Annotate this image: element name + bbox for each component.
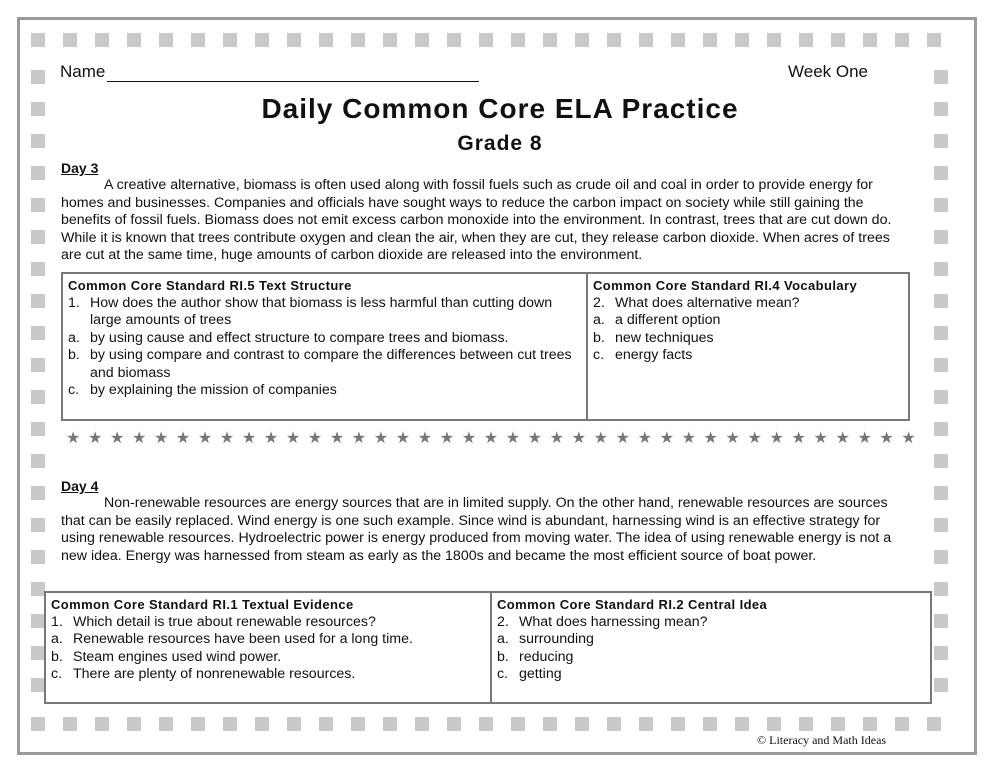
border-square bbox=[799, 717, 813, 731]
border-square bbox=[383, 33, 397, 47]
week-label: Week One bbox=[788, 62, 869, 81]
border-square bbox=[159, 717, 173, 731]
star-icon: ★ bbox=[813, 430, 828, 447]
answer-option-a[interactable]: a. Renewable resources have been used for a long time. bbox=[51, 631, 413, 647]
star-icon: ★ bbox=[285, 430, 301, 447]
day4-right-question bbox=[490, 593, 930, 702]
star-icon: ★ bbox=[153, 430, 169, 447]
border-square bbox=[927, 33, 941, 47]
border-square bbox=[934, 70, 948, 84]
border-square bbox=[351, 717, 365, 731]
question-text: 2. What does alternative mean? bbox=[593, 294, 800, 311]
name-label: Name bbox=[60, 62, 106, 81]
star-icon: ★ bbox=[549, 430, 564, 447]
border-square bbox=[767, 33, 781, 47]
day3-label: Day 3 bbox=[61, 160, 99, 176]
day4-left-question bbox=[46, 593, 490, 702]
star-icon: ★ bbox=[857, 430, 872, 447]
border-square bbox=[95, 717, 109, 731]
day4-passage: Non-renewable resources are energy sources that are in limited supply. On the other hand, renewable resources are sources that can be easily replaced. Wind energy is one such example. Since wind is abundant, harnessing wind is an effective strategy for using renewable resources. Hydroelectric power is energy produced from moving water. The idea of using renewable energy is not a new idea. Energy was harnessed from steam as early as the 1800s and became the most efficient source of boat power. bbox=[61, 495, 892, 564]
answer-option-c[interactable]: c. getting bbox=[497, 666, 562, 682]
border-square bbox=[934, 422, 948, 436]
border-square bbox=[31, 358, 45, 372]
day3-question-box bbox=[61, 272, 910, 421]
star-icon: ★ bbox=[593, 430, 608, 447]
answer-option-c[interactable]: c. energy facts bbox=[593, 347, 693, 363]
border-square bbox=[31, 70, 45, 84]
border-square bbox=[31, 198, 45, 212]
border-square bbox=[934, 326, 948, 340]
grade-label: Grade 8 bbox=[457, 132, 543, 155]
day4-label: Day 4 bbox=[61, 478, 99, 494]
star-icon: ★ bbox=[307, 430, 323, 447]
border-square bbox=[671, 717, 685, 731]
border-square bbox=[447, 33, 461, 47]
answer-option-a[interactable]: a. surrounding bbox=[497, 631, 594, 647]
border-square bbox=[31, 646, 45, 660]
border-square bbox=[735, 717, 749, 731]
day3-right-question bbox=[586, 274, 908, 419]
border-square bbox=[319, 717, 333, 731]
name-blank-line bbox=[107, 64, 479, 82]
question-text: 1. How does the author show that biomass is less harmful than cutting down large amounts of trees bbox=[68, 294, 553, 328]
answer-option-b[interactable]: b. reducing bbox=[497, 648, 574, 665]
border-square bbox=[287, 717, 301, 731]
border-square bbox=[287, 33, 301, 47]
border-square bbox=[191, 717, 205, 731]
star-icon: ★ bbox=[263, 430, 279, 447]
border-square bbox=[895, 33, 909, 47]
border-square bbox=[31, 614, 45, 628]
standard-heading: Common Core Standard RI.2 Central Idea bbox=[497, 597, 768, 612]
border-square bbox=[831, 717, 845, 731]
star-icon: ★ bbox=[66, 430, 81, 447]
question-text: 2. What does harnessing mean? bbox=[497, 613, 708, 630]
border-square bbox=[639, 717, 653, 731]
border-square bbox=[31, 230, 45, 244]
border-square bbox=[863, 717, 877, 731]
border-square bbox=[415, 33, 429, 47]
answer-option-b[interactable]: b. new techniques bbox=[593, 329, 714, 346]
border-square bbox=[863, 33, 877, 47]
star-icon: ★ bbox=[879, 430, 894, 447]
border-square bbox=[479, 717, 493, 731]
border-square bbox=[934, 646, 948, 660]
border-square bbox=[927, 717, 941, 731]
border-square bbox=[415, 717, 429, 731]
standard-heading: Common Core Standard RI.1 Textual Evidence bbox=[51, 597, 354, 612]
star-icon: ★ bbox=[461, 430, 477, 447]
border-square bbox=[934, 294, 948, 308]
border-square bbox=[671, 33, 685, 47]
answer-option-c[interactable]: c. by explaining the mission of companies bbox=[68, 382, 337, 398]
star-icon: ★ bbox=[219, 430, 235, 447]
star-icon: ★ bbox=[769, 430, 784, 447]
border-square bbox=[447, 717, 461, 731]
border-square bbox=[223, 717, 237, 731]
border-square bbox=[351, 33, 365, 47]
answer-option-a[interactable]: a. by using cause and effect structure to compare trees and biomass. bbox=[68, 329, 509, 346]
border-square bbox=[63, 717, 77, 731]
border-square bbox=[703, 717, 717, 731]
answer-option-a[interactable]: a. a different option bbox=[593, 312, 721, 328]
border-square bbox=[31, 454, 45, 468]
border-square bbox=[127, 33, 141, 47]
answer-option-b[interactable]: b. Steam engines used wind power. bbox=[51, 648, 282, 665]
border-square bbox=[31, 326, 45, 340]
standard-heading: Common Core Standard RI.4 Vocabulary bbox=[593, 278, 858, 293]
star-icon: ★ bbox=[109, 430, 125, 447]
answer-option-b[interactable]: b. by using compare and contrast to compare the differences between cut trees and biomass bbox=[68, 347, 572, 381]
star-icon: ★ bbox=[373, 430, 389, 447]
star-icon: ★ bbox=[681, 430, 696, 447]
star-icon: ★ bbox=[417, 430, 433, 447]
border-square bbox=[511, 33, 525, 47]
star-divider bbox=[66, 428, 916, 448]
star-icon: ★ bbox=[659, 430, 674, 447]
border-square bbox=[95, 33, 109, 47]
star-icon: ★ bbox=[615, 430, 630, 447]
border-square bbox=[543, 717, 557, 731]
star-icon: ★ bbox=[329, 430, 345, 447]
border-square bbox=[831, 33, 845, 47]
border-square bbox=[31, 390, 45, 404]
day3-left-question bbox=[63, 274, 586, 419]
border-square bbox=[934, 486, 948, 500]
border-square bbox=[31, 294, 45, 308]
border-square bbox=[575, 33, 589, 47]
answer-option-c[interactable]: c. There are plenty of nonrenewable resources. bbox=[51, 666, 356, 682]
border-square bbox=[703, 33, 717, 47]
border-square bbox=[511, 717, 525, 731]
star-icon: ★ bbox=[571, 430, 586, 447]
border-square bbox=[895, 717, 909, 731]
star-icon: ★ bbox=[241, 430, 257, 447]
border-square bbox=[934, 262, 948, 276]
border-square bbox=[31, 550, 45, 564]
star-icon: ★ bbox=[747, 430, 762, 447]
border-square bbox=[31, 582, 45, 596]
border-square bbox=[63, 33, 77, 47]
border-square bbox=[255, 33, 269, 47]
border-square bbox=[255, 717, 269, 731]
star-icon: ★ bbox=[901, 430, 916, 447]
border-square bbox=[575, 717, 589, 731]
page-title: Daily Common Core ELA Practice bbox=[261, 93, 739, 124]
border-square bbox=[31, 262, 45, 276]
border-square bbox=[319, 33, 333, 47]
border-square bbox=[934, 230, 948, 244]
border-square bbox=[934, 166, 948, 180]
star-icon: ★ bbox=[439, 430, 455, 447]
border-square bbox=[799, 33, 813, 47]
border-square bbox=[543, 33, 557, 47]
name-field[interactable] bbox=[60, 62, 479, 82]
border-square bbox=[934, 454, 948, 468]
star-icon: ★ bbox=[527, 430, 543, 447]
border-square bbox=[383, 717, 397, 731]
border-square bbox=[934, 198, 948, 212]
day3-passage: A creative alternative, biomass is often used along with fossil fuels such as crude oil and coal in order to provide energy for homes and businesses. Companies and officials have sought ways to reduce the carbon impact on society while still gaining the benefits of fossil fuels. Biomass does not emit excess carbon monoxide into the environment. In contrast, trees that are cut down do. While it is known that trees contribute oxygen and clean the air, when they are cut, they release carbon dioxide. When acres of trees are cut at the same time, huge amounts of carbon dioxide are released into the environment. bbox=[61, 177, 892, 263]
star-icon: ★ bbox=[197, 430, 213, 447]
border-square bbox=[159, 33, 173, 47]
border-square bbox=[31, 422, 45, 436]
border-square bbox=[735, 33, 749, 47]
border-square bbox=[31, 166, 45, 180]
star-icon: ★ bbox=[725, 430, 740, 447]
star-icon: ★ bbox=[791, 430, 806, 447]
border-square bbox=[639, 33, 653, 47]
star-icon: ★ bbox=[131, 430, 147, 447]
star-icon: ★ bbox=[87, 430, 103, 447]
day4-question-box bbox=[44, 591, 932, 704]
border-square bbox=[223, 33, 237, 47]
border-square bbox=[607, 33, 621, 47]
border-square bbox=[127, 717, 141, 731]
border-square bbox=[934, 678, 948, 692]
border-square bbox=[607, 717, 621, 731]
border-square bbox=[934, 518, 948, 532]
question-text: 1. Which detail is true about renewable resources? bbox=[51, 613, 376, 630]
border-square bbox=[31, 518, 45, 532]
border-square bbox=[31, 678, 45, 692]
copyright-notice: © Literacy and Math Ideas bbox=[757, 733, 887, 747]
border-square bbox=[934, 390, 948, 404]
star-icon: ★ bbox=[351, 430, 367, 447]
star-icon: ★ bbox=[483, 430, 499, 447]
star-icon: ★ bbox=[703, 430, 718, 447]
star-icon: ★ bbox=[637, 430, 652, 447]
star-icon: ★ bbox=[395, 430, 411, 447]
border-square bbox=[191, 33, 205, 47]
border-square bbox=[767, 717, 781, 731]
standard-heading: Common Core Standard RI.5 Text Structure bbox=[68, 278, 352, 293]
border-square bbox=[479, 33, 493, 47]
border-square bbox=[31, 33, 45, 47]
border-square bbox=[31, 486, 45, 500]
border-square bbox=[934, 358, 948, 372]
border-square bbox=[934, 550, 948, 564]
border-square bbox=[31, 717, 45, 731]
star-icon: ★ bbox=[505, 430, 521, 447]
border-square bbox=[934, 582, 948, 596]
star-icon: ★ bbox=[835, 430, 850, 447]
border-square bbox=[934, 614, 948, 628]
star-icon: ★ bbox=[175, 430, 191, 447]
